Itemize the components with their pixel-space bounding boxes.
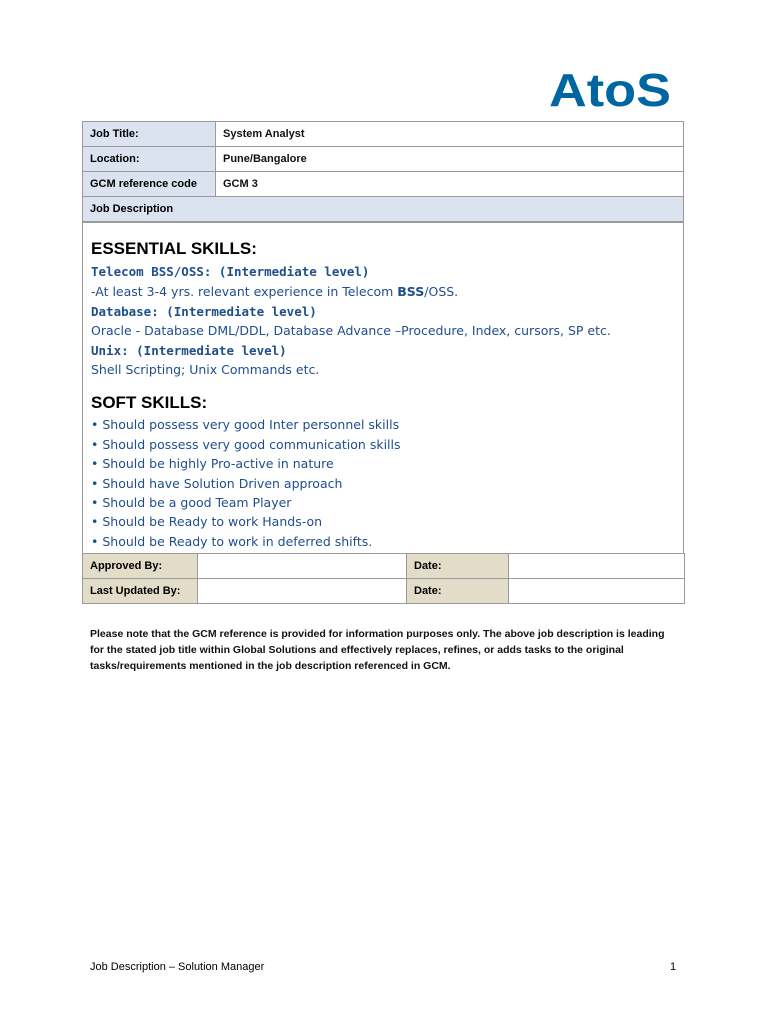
table-row [83,147,684,172]
location-label: Location: [83,147,216,172]
telecom-text-pre: -At least 3-4 yrs. relevant experience in Telecom [91,284,398,299]
soft-skill-item: • Should be Ready to work in deferred shifts. [91,534,373,549]
telecom-text [91,284,458,299]
soft-skill-item: • Should be Ready to work Hands-on [91,514,323,529]
approved-by-value [198,554,407,579]
soft-skill-item: • Should possess very good communication skills [91,437,401,452]
atos-logo [549,66,673,112]
database-text: Oracle - Database DML/DDL, Database Advance –Procedure, Index, cursors, SP etc. [91,323,611,338]
footer-title: Job Description – Solution Manager [90,961,265,973]
job-description-body [82,222,684,554]
approval-table [82,553,685,604]
soft-skill-item: • Should have Solution Driven approach [91,476,343,491]
job-title-label: Job Title: [83,122,216,147]
gcm-code-value: GCM 3 [216,172,684,197]
unix-title: Unix: (Intermediate level) [91,343,287,358]
unix-text: Shell Scripting; Unix Commands etc. [91,362,320,377]
soft-skills-heading: SOFT SKILLS: [91,393,208,412]
date-label: Date: [407,579,509,604]
job-info-table [82,121,684,222]
telecom-text-bold: BSS [397,284,425,299]
gcm-code-label: GCM reference code [83,172,216,197]
last-updated-by-label: Last Updated By: [83,579,198,604]
job-description-label: Job Description [83,197,684,222]
database-title: Database: (Intermediate level) [91,304,317,319]
gcm-note: Please note that the GCM reference is provided for information purposes only. The above job description is leading for the stated job title within Global Solutions and effectively replaces, refines, or adds tasks to the original tasks/requirements mentioned in the job description referenced in GCM. [90,628,665,672]
table-row [83,122,684,147]
telecom-text-post: /OSS. [424,284,459,299]
logo-text: AtoS [549,66,671,112]
essential-skills-heading: ESSENTIAL SKILLS: [91,239,257,258]
last-updated-by-value [198,579,407,604]
telecom-title: Telecom BSS/OSS: (Intermediate level) [91,264,370,279]
table-row [83,197,684,222]
soft-skill-item: • Should be highly Pro-active in nature [91,456,334,471]
date-value [509,579,685,604]
soft-skill-item: • Should be a good Team Player [91,495,292,510]
table-row [83,579,685,604]
soft-skill-item: • Should possess very good Inter personnel skills [91,417,400,432]
date-label: Date: [407,554,509,579]
table-row [83,172,684,197]
table-row [83,554,685,579]
approved-by-label: Approved By: [83,554,198,579]
job-title-value: System Analyst [216,122,684,147]
location-value: Pune/Bangalore [216,147,684,172]
date-value [509,554,685,579]
page-number: 1 [670,961,677,973]
